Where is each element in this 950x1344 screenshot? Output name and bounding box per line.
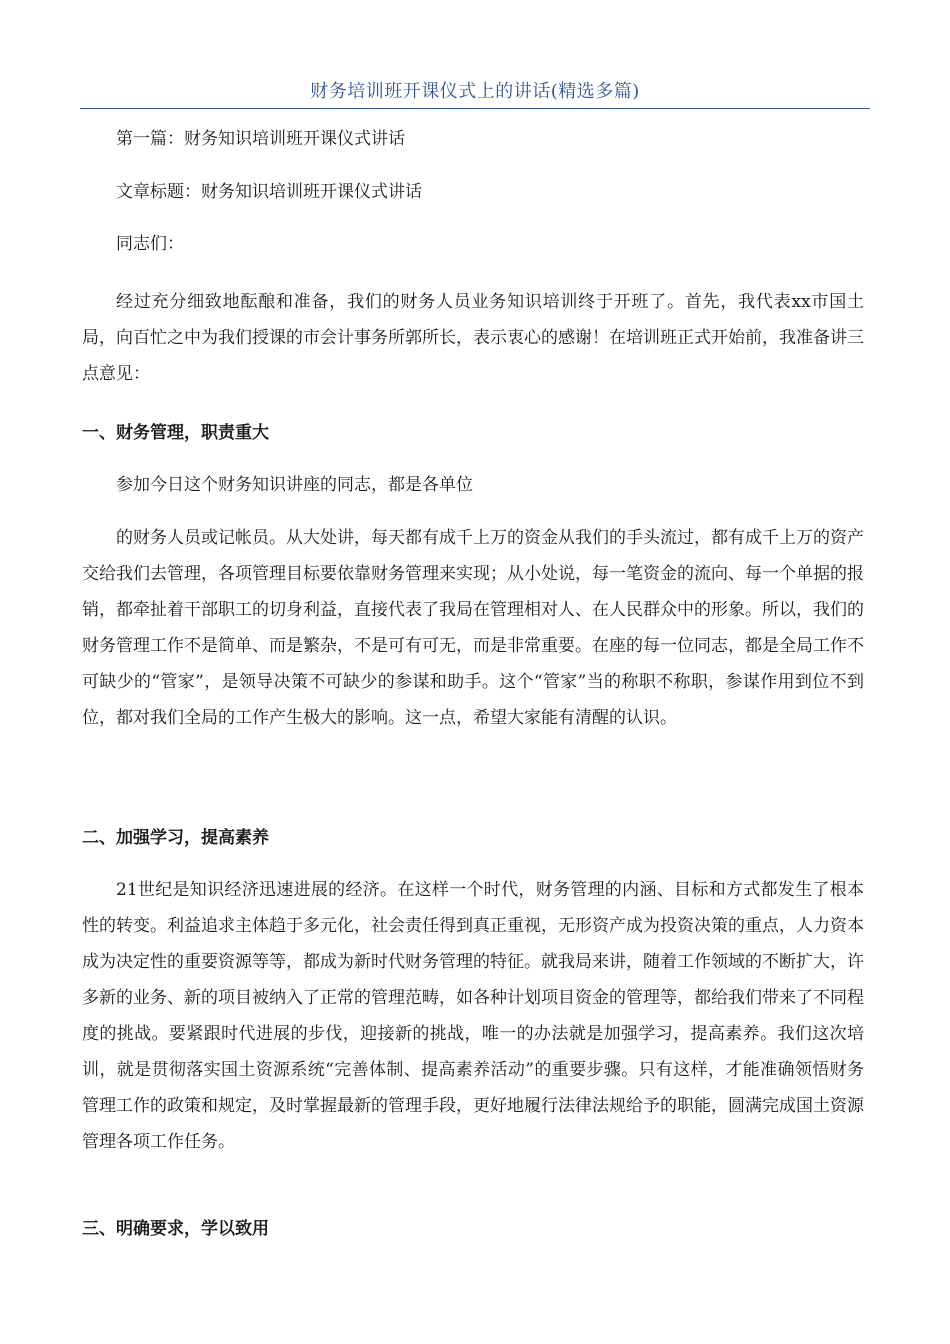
document-header-title: 财务培训班开课仪式上的讲话(精选多篇) <box>310 81 640 102</box>
section-1-heading: 一、财务管理，职责重大 <box>82 423 269 443</box>
part-label: 第一篇：财务知识培训班开课仪式讲话 <box>116 129 405 149</box>
section-2-heading: 二、加强学习，提高素养 <box>82 828 269 848</box>
header-divider <box>80 108 870 109</box>
section-1-paragraph: 的财务人员或记帐员。从大处讲，每天都有成千上万的资金从我们的手头流过，都有成千上万的资产交给我们去管理，各项管理目标要依靠财务管理来实现；从小处说，每一笔资金的流向、每一个单据的报销，都牵扯着干部职工的切身利益，直接代表了我局在管理相对人、在人民群众中的形象。所以，我们的财务管理工作不是简单、而是繁杂，不是可有可无，而是非常重要。在座的每一位同志，都是全局工作不可缺少的“管家”，是领导决策不可缺少的参谋和助手。这个“管家”当的称职不称职，参谋作用到位不到位，都对我们全局的工作产生极大的影响。这一点，希望大家能有清醒的认识。 <box>82 528 864 728</box>
section-3-heading: 三、明确要求，学以致用 <box>82 1219 269 1239</box>
article-title: 文章标题：财务知识培训班开课仪式讲话 <box>116 182 422 202</box>
section-1-first-line: 参加今日这个财务知识讲座的同志，都是各单位 <box>116 475 473 495</box>
section-2-paragraph: 21世纪是知识经济迅速进展的经济。在这样一个时代，财务管理的内涵、目标和方式都发生了根本性的转变。利益追求主体趋于多元化，社会责任得到真正重视，无形资产成为投资决策的重点，人力资本成为决定性的重要资源等等，都成为新时代财务管理的特征。就我局来讲，随着工作领域的不断扩大，许多新的业务、新的项目被纳入了正常的管理范畴，如各种计划项目资金的管理等，都给我们带来了不同程度的挑战。要紧跟时代进展的步伐，迎接新的挑战，唯一的办法就是加强学习，提高素养。我们这次培训，就是贯彻落实国土资源系统“完善体制、提高素养活动”的重要步骤。只有这样，才能准确领悟财务管理工作的政策和规定，及时掌握最新的管理手段，更好地履行法律法规给予的职能，圆满完成国土资源管理各项工作任务。 <box>82 880 864 1152</box>
intro-paragraph: 经过充分细致地酝酿和准备，我们的财务人员业务知识培训终于开班了。首先，我代表xx市国土局，向百忙之中为我们授课的市会计事务所郭所长，表示衷心的感谢！在培训班正式开始前，我准备讲三点意见： <box>82 292 864 384</box>
salutation: 同志们： <box>116 234 184 254</box>
